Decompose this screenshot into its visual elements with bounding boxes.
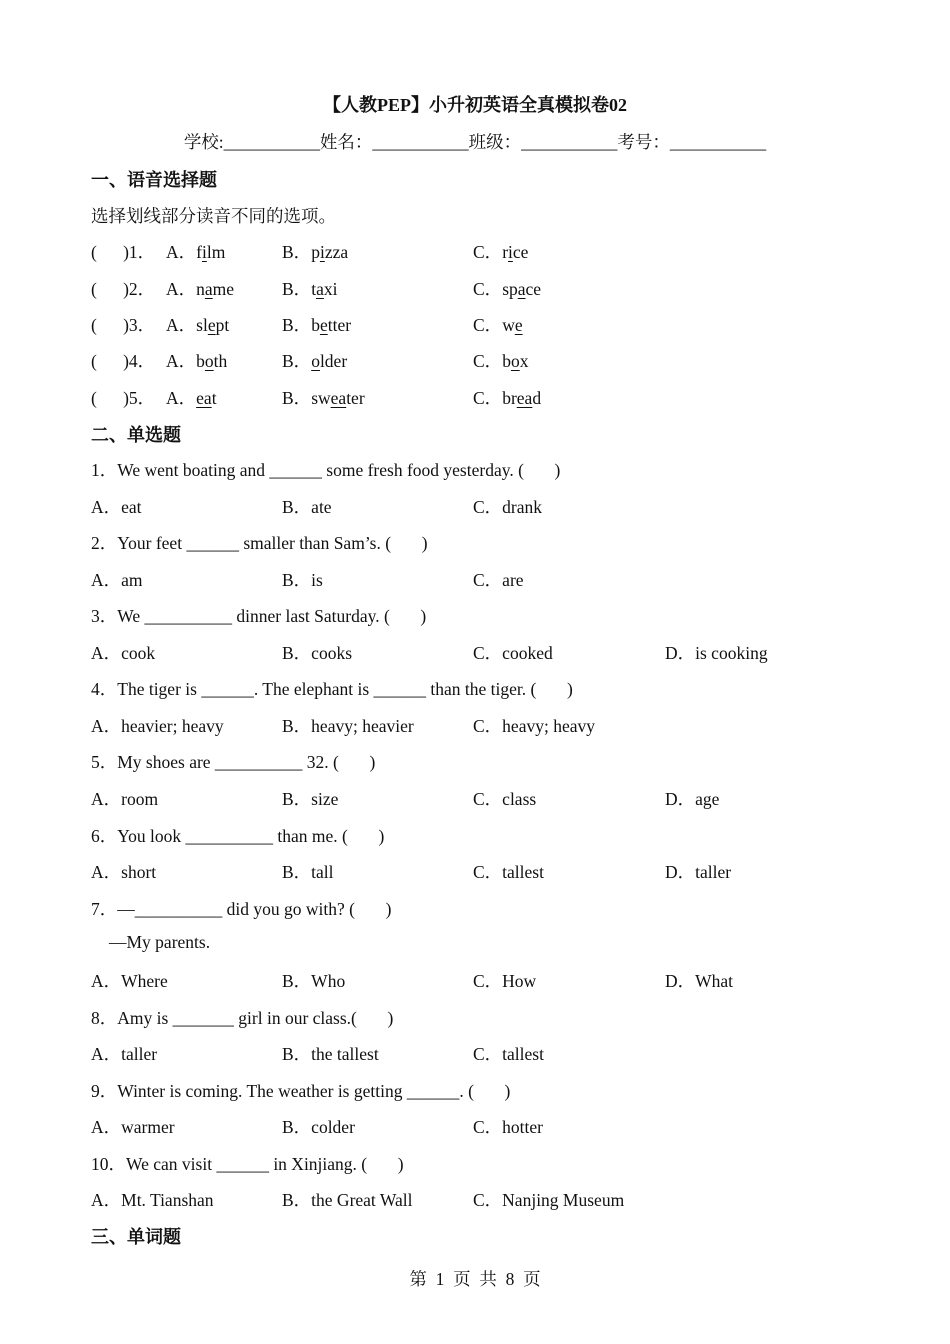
answer-option: C．class [473, 789, 537, 809]
underlined-letters: ea [516, 388, 533, 408]
answer-option: A．Mt. Tianshan [91, 1190, 214, 1210]
word-part: th [213, 351, 228, 371]
underlined-letters: ea [330, 388, 347, 408]
word-part: lm [206, 242, 226, 262]
answer-option: C．tallest [473, 862, 544, 882]
phonics-question [91, 348, 891, 374]
answer-option: A．cook [91, 643, 156, 663]
answer-option: A．short [91, 862, 157, 882]
option-label: C． [473, 279, 503, 299]
answer-options [91, 1187, 891, 1213]
word-part: ter [346, 388, 365, 408]
question-stem: 6．You look __________ than me. ( ) [91, 826, 385, 846]
underlined-letters: o [311, 351, 320, 371]
option-label: A． [166, 315, 197, 335]
answer-option: C．drank [473, 497, 543, 517]
option-c [473, 348, 528, 373]
word-part: xi [323, 279, 338, 299]
answer-option: B．colder [282, 1117, 355, 1137]
option-c [473, 385, 541, 410]
option-label: C． [473, 315, 503, 335]
underlined-letters: ea [196, 388, 212, 408]
answer-option: C．cooked [473, 643, 553, 663]
option-b [282, 312, 351, 337]
word-part: lder [319, 351, 348, 371]
question-number: ( )3． [91, 315, 156, 335]
word-part: me [212, 279, 235, 299]
word-part: p [311, 242, 320, 262]
option-c [473, 312, 523, 337]
answer-option: A．room [91, 789, 159, 809]
page-title: 【人教PEP】小升初英语全真模拟卷02 [323, 95, 627, 115]
answer-option: B．cooks [282, 643, 352, 663]
word-part: ce [525, 279, 542, 299]
answer-option: C．heavy; heavy [473, 716, 595, 736]
underlined-letters: o [204, 351, 214, 371]
option-label: A． [166, 279, 197, 299]
answer-options [91, 713, 891, 739]
option-label: A． [166, 388, 197, 408]
underlined-letters: e [514, 315, 523, 335]
word-part: f [196, 242, 202, 262]
word-part: pt [215, 315, 230, 335]
answer-option: C．How [473, 971, 537, 991]
answer-option: A．am [91, 570, 143, 590]
answer-option: A．warmer [91, 1117, 175, 1137]
answer-option: B．size [282, 789, 339, 809]
section-heading-single-choice: 二、单选题 [91, 425, 181, 445]
word-part: d [532, 388, 542, 408]
option-a [166, 348, 227, 373]
answer-option: D．age [665, 789, 720, 809]
answer-option: D．taller [665, 862, 732, 882]
option-label: B． [282, 279, 312, 299]
answer-options [91, 567, 891, 593]
option-label: C． [473, 351, 503, 371]
answer-option: B．heavy; heavier [282, 716, 414, 736]
underlined-letters: o [510, 351, 520, 371]
answer-option: A．taller [91, 1044, 158, 1064]
underlined-letters: e [207, 315, 216, 335]
option-label: A． [166, 242, 197, 262]
word-part: sl [196, 315, 208, 335]
question-stem: 5．My shoes are __________ 32. ( ) [91, 752, 376, 772]
word-part: ce [512, 242, 529, 262]
answer-options [91, 786, 891, 812]
answer-options [91, 640, 891, 666]
word-part: sw [311, 388, 331, 408]
answer-option: D．What [665, 971, 734, 991]
option-label: A． [166, 351, 197, 371]
option-b [282, 385, 365, 410]
question-dialogue-line: —My parents. [109, 932, 211, 952]
section-heading-phonics: 一、语音选择题 [91, 170, 217, 190]
option-label: C． [473, 242, 503, 262]
underlined-letters: i [319, 242, 325, 262]
word-part: x [519, 351, 529, 371]
student-info-line: 学校:___________姓名：___________班级：___________考号：___________ [183, 132, 767, 152]
phonics-question [91, 312, 891, 338]
answer-option: C．tallest [473, 1044, 544, 1064]
underlined-letters: a [316, 279, 324, 299]
question-stem: 7．—__________ did you go with? ( ) [91, 899, 392, 919]
question-stem: 3．We __________ dinner last Saturday. ( ) [91, 606, 427, 626]
section-heading-vocabulary: 三、单词题 [91, 1227, 181, 1247]
word-part: br [502, 388, 517, 408]
underlined-letters: i [508, 242, 513, 262]
word-part: n [196, 279, 205, 299]
word-part: t [211, 388, 217, 408]
answer-option: B．the Great Wall [282, 1190, 413, 1210]
word-part: zza [324, 242, 349, 262]
phonics-question [91, 276, 891, 302]
underlined-letters: i [201, 242, 207, 262]
word-part: t [311, 279, 317, 299]
phonics-instruction: 选择划线部分读音不同的选项。 [91, 206, 336, 226]
phonics-question [91, 239, 891, 265]
phonics-question [91, 385, 891, 411]
answer-option: C．hotter [473, 1117, 543, 1137]
question-stem: 9．Winter is coming. The weather is getting ______. ( ) [91, 1081, 511, 1101]
question-stem: 10．We can visit ______ in Xinjiang. ( ) [91, 1154, 404, 1174]
option-label: B． [282, 351, 312, 371]
answer-option: A．eat [91, 497, 142, 517]
question-number: ( )4． [91, 351, 156, 371]
answer-option: B．tall [282, 862, 334, 882]
question-number: ( )5． [91, 388, 156, 408]
answer-options [91, 494, 891, 520]
answer-option: A．heavier; heavy [91, 716, 224, 736]
option-b [282, 276, 337, 301]
page-footer: 第 1 页 共 8 页 [409, 1269, 541, 1289]
question-number: ( )1． [91, 242, 156, 262]
answer-option: D．is cooking [665, 643, 768, 663]
option-b [282, 239, 348, 264]
word-part: b [502, 351, 511, 371]
option-label: B． [282, 388, 312, 408]
option-c [473, 239, 528, 264]
underlined-letters: a [204, 279, 213, 299]
answer-option: C．Nanjing Museum [473, 1190, 625, 1210]
answer-option: B．is [282, 570, 323, 590]
answer-options [91, 859, 891, 885]
question-stem: 1．We went boating and ______ some fresh food yesterday. ( ) [91, 460, 561, 480]
underlined-letters: a [517, 279, 526, 299]
option-a [166, 385, 217, 410]
word-part: sp [502, 279, 518, 299]
option-b [282, 348, 347, 373]
answer-option: B．ate [282, 497, 332, 517]
answer-options [91, 1041, 891, 1067]
answer-option: B．Who [282, 971, 346, 991]
word-part: b [311, 315, 320, 335]
answer-options [91, 968, 891, 994]
word-part: b [196, 351, 205, 371]
word-part: r [502, 242, 509, 262]
question-stem: 2．Your feet ______ smaller than Sam’s. ( ) [91, 533, 428, 553]
option-label: B． [282, 315, 312, 335]
option-a [166, 312, 229, 337]
word-part: tter [327, 315, 352, 335]
option-c [473, 276, 541, 301]
answer-option: C．are [473, 570, 524, 590]
option-label: B． [282, 242, 312, 262]
answer-options [91, 1114, 891, 1140]
option-a [166, 239, 225, 264]
word-part: w [502, 315, 515, 335]
question-stem: 8．Amy is _______ girl in our class.( ) [91, 1008, 394, 1028]
underlined-letters: e [319, 315, 328, 335]
question-number: ( )2． [91, 279, 156, 299]
option-label: C． [473, 388, 503, 408]
answer-option: B．the tallest [282, 1044, 379, 1064]
question-stem: 4．The tiger is ______. The elephant is ______ than the tiger. ( ) [91, 679, 573, 699]
option-a [166, 276, 234, 301]
answer-option: A．Where [91, 971, 168, 991]
